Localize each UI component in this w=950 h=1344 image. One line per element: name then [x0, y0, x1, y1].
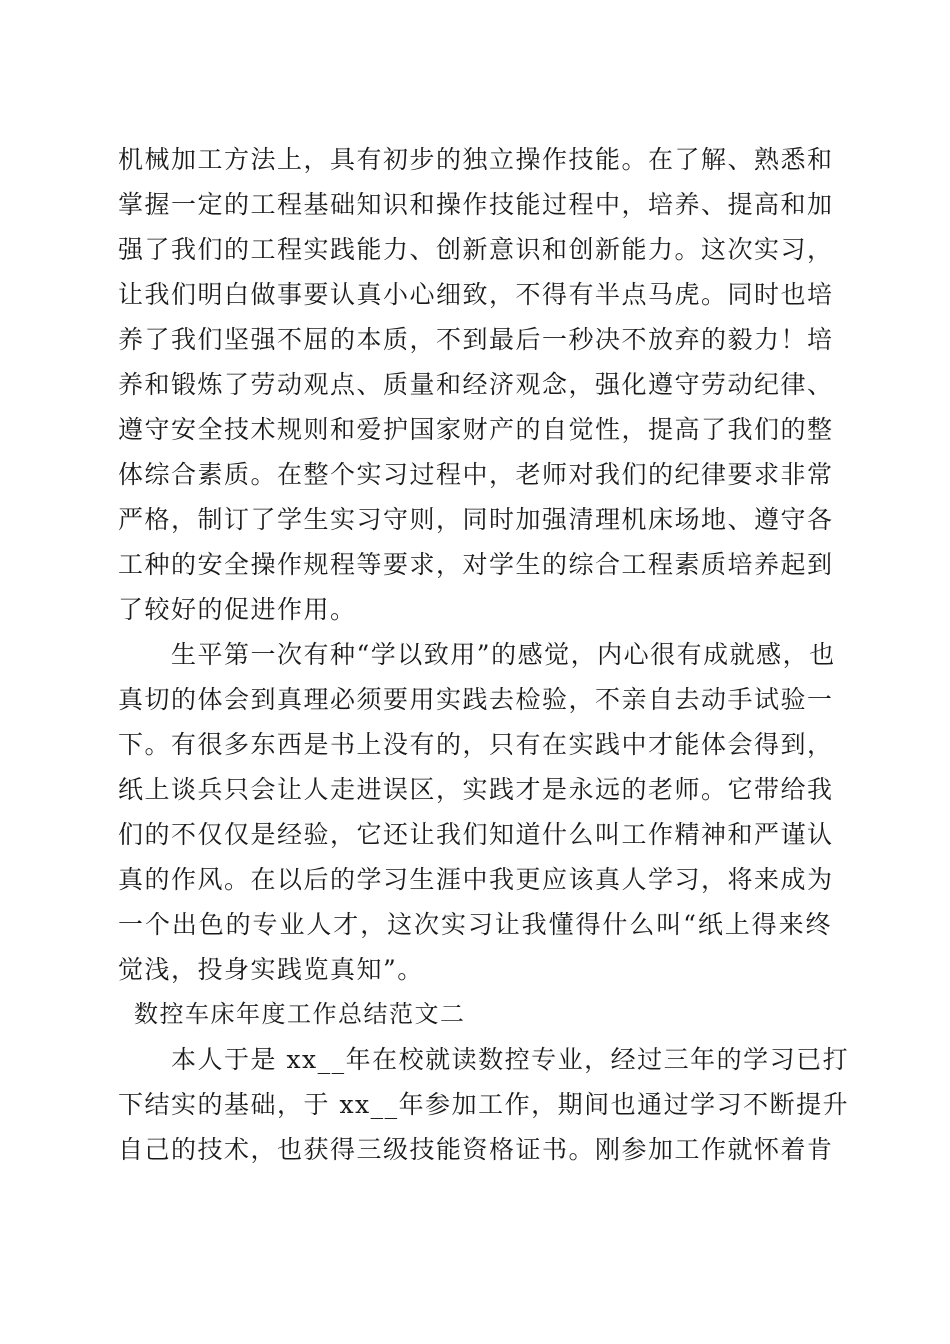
text-line: 遵守安全技术规则和爱护国家财产的自觉性，提高了我们的整	[118, 415, 834, 444]
text-line: 掌握一定的工程基础知识和操作技能过程中，培养、提高和加	[118, 190, 834, 219]
paragraph-3	[118, 1037, 850, 1172]
text-line: 严格，制订了学生实习守则，同时加强清理机床场地、遵守各	[118, 505, 834, 534]
text-line: 自己的技术，也获得三级技能资格证书。刚参加工作就怀着肯	[118, 1135, 834, 1164]
text-line: 一个出色的专业人才，这次实习让我懂得什么叫“纸上得来终	[118, 910, 832, 939]
paragraph-1	[118, 137, 832, 632]
section-heading-block	[134, 992, 848, 1037]
paragraph-2	[118, 632, 836, 992]
text-line: 体综合素质。在整个实习过程中，老师对我们的纪律要求非常	[118, 460, 834, 489]
text-line: 养和锻炼了劳动观点、质量和经济观念，强化遵守劳动纪律、	[118, 370, 834, 399]
text-line: 生平第一次有种“学以致用”的感觉，内心很有成就感，也	[118, 640, 836, 669]
text-line: 强了我们的工程实践能力、创新意识和创新能力。这次实习，	[118, 235, 834, 264]
text-line: 机械加工方法上，具有初步的独立操作技能。在了解、熟悉和	[118, 145, 834, 174]
text-line: 让我们明白做事要认真小心细致，不得有半点马虎。同时也培	[118, 280, 834, 309]
text-line: 工种的安全操作规程等要求，对学生的综合工程素质培养起到	[118, 550, 834, 579]
text-line: 真切的体会到真理必须要用实践去检验，不亲自去动手试验一	[118, 685, 834, 714]
text-line: 本人于是 xx__年在校就读数控专业，经过三年的学习已打	[118, 1045, 850, 1074]
text-line: 觉浅，投身实践览真知”。	[118, 955, 424, 984]
text-line: 了较好的促进作用。	[118, 595, 357, 624]
text-line: 下。有很多东西是书上没有的，只有在实践中才能体会得到，	[118, 730, 834, 759]
text-line: 养了我们坚强不屈的本质，不到最后一秒决不放弃的毅力！培	[118, 325, 834, 354]
text-line: 真的作风。在以后的学习生涯中我更应该真人学习，将来成为	[118, 865, 834, 894]
text-line: 纸上谈兵只会让人走进误区，实践才是永远的老师。它带给我	[118, 775, 834, 804]
section-heading: 数控车床年度工作总结范文二	[134, 1000, 466, 1028]
text-line: 们的不仅仅是经验，它还让我们知道什么叫工作精神和严谨认	[118, 820, 834, 849]
text-line: 下结实的基础，于 xx__年参加工作，期间也通过学习不断提升	[118, 1090, 850, 1119]
